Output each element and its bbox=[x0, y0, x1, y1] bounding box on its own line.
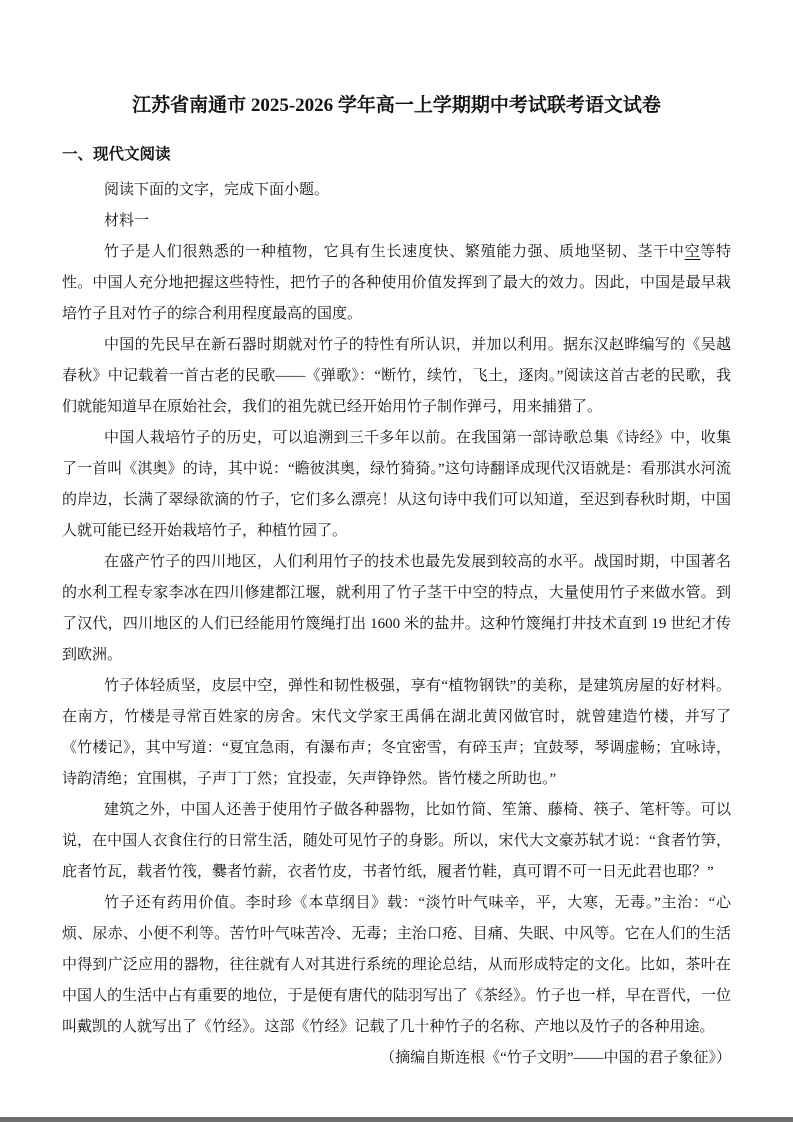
material-paragraph-2: 中国的先民早在新石器时期就对竹子的特性有所认识，并加以利用。据东汉赵晔编写的《吴越春秋》中记载着一首古老的民歌——《弹歌》：“断竹，续竹，飞土，逐肉。”阅读这首古老的民歌，我们就能知道早在原始社会，我们的祖先就已经开始用竹子制作弹弓，用来捕猎了。 bbox=[62, 337, 731, 415]
material-paragraph-5: 竹子体轻质坚，皮层中空，弹性和韧性极强，享有“植物钢铁”的美称，是建筑房屋的好材料。在南方，竹楼是寻常百姓家的房舍。宋代文学家王禹偁在湖北黄冈做官时，就曾建造竹楼，并写了《竹楼记》，其中写道：“夏宜急雨，有瀑布声；冬宜密雪，有碎玉声；宜鼓琴，琴调虚畅；宜咏诗，诗韵清绝；宜围棋，子声丁丁然；宜投壶，矢声铮铮然。皆竹楼之所助也。” bbox=[62, 678, 731, 787]
page-bottom-edge bbox=[0, 1117, 793, 1122]
material-label: 材料一 bbox=[104, 213, 150, 229]
material-paragraph-4: 在盛产竹子的四川地区，人们利用竹子的技术也最先发展到较高的水平。战国时期，中国著名的水利工程专家李冰在四川修建都江堰，就利用了竹子茎干中空的特点，大量使用竹子来做水管。到了汉代，四川地区的人们已经能用竹篾绳打出 1600 米的盐井。这种竹篾绳打井技术直到 19 世纪才传到欧洲。 bbox=[62, 554, 731, 663]
paragraph-1-post: 等特性。中国人充分地把握这些特性，把竹子的各种使用价值发挥到了最大的效力。因此，中国是最早栽培竹子且对竹子的综合利用程度最高的国度。 bbox=[62, 244, 731, 322]
material-paragraph-7: 竹子还有药用价值。李时珍《本草纲目》载：“淡竹叶气味辛，平，大寒，无毒。”主治：“心烦、尿赤、小便不利等。苦竹叶气味苦冷、无毒；主治口疮、目痛、失眠、中风等。它在人们的生活中得到广泛应用的器物，往往就有人对其进行系统的理论总结，从而形成特定的文化。比如，茶叶在中国人的生活中占有重要的地位，于是便有唐代的陆羽写出了《茶经》。竹子也一样，早在晋代，一位叫戴凯的人就写出了《竹经》。这部《竹经》记载了几十种竹子的名称、产地以及竹子的各种用途。 bbox=[62, 895, 731, 1035]
paragraph-1-underlined-char: 空 bbox=[684, 244, 701, 260]
material-paragraph-3: 中国人栽培竹子的历史，可以追溯到三千多年以前。在我国第一部诗歌总集《诗经》中，收集了一首叫《淇奥》的诗，其中说：“瞻彼淇奥，绿竹猗猗。”这句诗翻译成现代汉语就是：看那淇水河流的岸边，长满了翠绿欲滴的竹子，它们多么漂亮！从这句诗中我们可以知道，至迟到春秋时期，中国人就可能已经开始栽培竹子，种植竹园了。 bbox=[62, 430, 731, 539]
exam-title: 江苏省南通市 2025-2026 学年高一上学期期中考试联考语文试卷 bbox=[132, 95, 661, 116]
section-heading-modern-text-reading: 一、现代文阅读 bbox=[62, 146, 171, 163]
source-citation: （摘编自斯连根《“竹子文明”——中国的君子象征》） bbox=[380, 1050, 731, 1066]
paragraph-1-pre: 竹子是人们很熟悉的一种植物，它具有生长速度快、繁殖能力强、质地坚韧、茎干中 bbox=[104, 244, 685, 260]
material-paragraph-6: 建筑之外，中国人还善于使用竹子做各种器物，比如竹简、笙箫、藤椅、筷子、笔杆等。可以说，在中国人衣食住行的日常生活，随处可见竹子的身影。所以，宋代大文豪苏轼才说：“食者竹笋，庇者竹瓦，载者竹筏，爨者竹薪，衣者竹皮，书者竹纸，履者竹鞋，真可谓不可一日无此君也耶？” bbox=[62, 802, 731, 880]
reading-instruction: 阅读下面的文字，完成下面小题。 bbox=[104, 182, 330, 198]
material-paragraph-1 bbox=[62, 237, 731, 330]
